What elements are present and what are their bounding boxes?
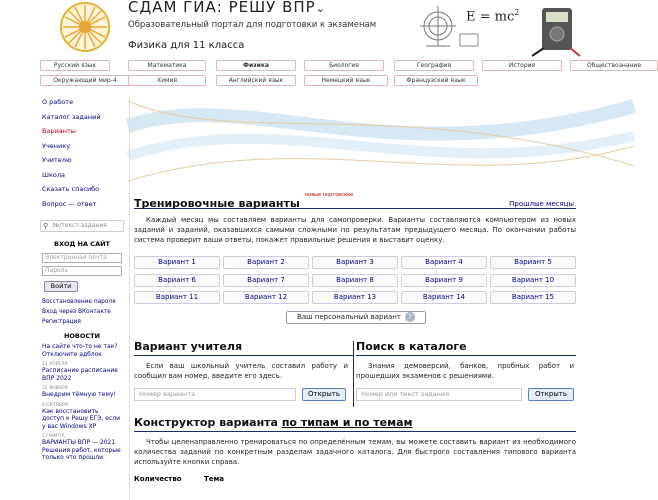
tab-subject[interactable]: География	[394, 60, 474, 71]
nav-item[interactable]: Варианты	[42, 127, 76, 135]
variant-button[interactable]: Вариант 3	[312, 256, 398, 269]
left-nav	[42, 95, 101, 211]
nav-item[interactable]: Каталог заданий	[42, 112, 101, 121]
catalog-search-input[interactable]	[356, 388, 522, 401]
login-heading: ВХОД НА САЙТ	[54, 240, 110, 248]
catalog-search-placeholder: Номер или текст задания	[361, 390, 450, 398]
catalog-heading: Поиск в каталоге	[356, 340, 467, 353]
tab-subject[interactable]: Французский язык	[394, 75, 478, 86]
builder-heading-text: Конструктор варианта	[134, 416, 278, 429]
tab-subject[interactable]: Русский язык	[40, 60, 110, 71]
tab-subject[interactable]: Биология	[304, 60, 384, 71]
background-waves	[128, 86, 634, 196]
news-item-link[interactable]: Внедрим тёмную тему!	[42, 391, 116, 398]
builder-heading	[134, 416, 576, 429]
news-item-link[interactable]: Как восстановить доступ к Решу ЕГЭ, если у вас Windows XP	[42, 407, 120, 430]
teacher-heading: Вариант учителя	[134, 340, 243, 353]
catalog-section	[356, 340, 576, 398]
catalog-text: Знания демоверсий, банков, пробных работ и прошедших экзаменов с решениями.	[356, 362, 574, 380]
variant-button[interactable]: Вариант 14	[401, 291, 487, 304]
nav-item[interactable]: Школа	[42, 170, 65, 179]
training-description: Каждый месяц мы составляем варианты для самопроверки. Варианты составляются компьютером из новых заданий и заданий, оказавшихся самыми сложными по результатам предыдущего месяца. По окончании работы система проверит ваши ответы, покажет правильные решения и выставит оценку.	[134, 216, 576, 244]
tab-subject[interactable]: Обществознание	[570, 60, 658, 71]
variant-button[interactable]: Вариант 4	[401, 256, 487, 269]
nav-item[interactable]: О работе	[42, 98, 74, 106]
chevron-down-icon[interactable]: ⌄	[315, 2, 326, 15]
variant-button[interactable]: Вариант 9	[401, 274, 487, 287]
builder-columns	[134, 475, 576, 487]
tab-subject[interactable]: Немецкий язык	[304, 75, 388, 86]
site-logo-icon[interactable]	[58, 0, 112, 54]
news-date: 17 МАРТА	[42, 434, 65, 439]
login-links	[42, 297, 116, 327]
teacher-section	[134, 340, 354, 398]
nav-item[interactable]: Ученику	[42, 141, 71, 150]
tab-subject[interactable]: Химия	[128, 75, 206, 86]
password-placeholder: Пароль	[45, 267, 69, 274]
variant-button[interactable]: Вариант 1	[134, 256, 220, 269]
training-header	[134, 192, 576, 208]
variant-button[interactable]: Вариант 6	[134, 274, 220, 287]
password-field[interactable]	[42, 266, 122, 276]
left-divider	[129, 95, 130, 500]
variant-button[interactable]: Вариант 15	[490, 291, 576, 304]
login-button[interactable]: Войти	[44, 281, 78, 292]
tab-subject[interactable]: Окружающий мир-4	[40, 75, 130, 86]
count-column-header: Количество	[134, 475, 182, 483]
builder-types-link[interactable]: по типам и по темам	[281, 416, 413, 429]
variant-button[interactable]: Вариант 8	[312, 274, 398, 287]
email-field[interactable]	[42, 253, 122, 263]
variant-button[interactable]: Вариант 12	[223, 291, 309, 304]
email-placeholder: Электронная почта	[45, 254, 107, 261]
tab-subject[interactable]: Математика	[128, 60, 206, 71]
site-header	[0, 0, 634, 58]
vk-login-link[interactable]: Вход через ВКонтакте	[42, 309, 111, 315]
variant-button[interactable]: Вариант 13	[312, 291, 398, 304]
news-date: 4 ОКТЯБРЯ	[42, 402, 68, 408]
main-content	[134, 192, 576, 483]
section-rule	[134, 355, 354, 356]
training-heading: Тренировочные варианты	[134, 197, 300, 210]
personal-variant-label: Ваш персональный вариант	[297, 313, 401, 321]
variant-number-input[interactable]	[134, 388, 296, 401]
site-title[interactable]: СДАМ ГИА: РЕШУ ВПР⌄	[128, 0, 326, 16]
search-placeholder: №/текст задания	[53, 222, 107, 229]
variant-button[interactable]: Вариант 5	[490, 256, 576, 269]
nav-item[interactable]: Сказать спасибо	[42, 185, 100, 193]
teacher-text: Если ваш школьный учитель составил работу и сообщил вам номер, введите его здесь.	[134, 362, 348, 380]
topic-column-header: Тема	[204, 475, 224, 483]
new-badge: новые нортовские	[304, 192, 354, 198]
news-item-link[interactable]: Расписание расписание ВПР 2022	[42, 367, 118, 382]
site-subtitle: Образовательный портал для подготовки к экзаменам	[128, 20, 377, 30]
tab-subject[interactable]: Английский язык	[216, 75, 296, 86]
search-icon: ⚲	[43, 222, 49, 230]
register-link[interactable]: Регистрация	[42, 319, 81, 325]
restore-password-link[interactable]: Восстановление пароля	[42, 299, 116, 305]
news-date: 31 ЯНВАРЯ	[42, 386, 68, 391]
subject-line: Физика для 11 класса	[128, 40, 245, 51]
past-months-link[interactable]: Прошлые месяцы	[509, 200, 574, 208]
news-date: 11 АПРЕЛЯ	[42, 362, 68, 367]
variant-button[interactable]: Вариант 11	[134, 291, 220, 304]
news-list	[42, 343, 122, 462]
section-rule	[134, 431, 576, 432]
personal-variant-button[interactable]	[286, 311, 426, 324]
news-item-link[interactable]: На сайте что-то не так? Отключите адблок	[42, 343, 118, 358]
tab-subject[interactable]: Физика	[216, 60, 296, 71]
nav-item[interactable]: Вопрос — ответ	[42, 199, 97, 208]
tab-subject[interactable]: История	[482, 60, 562, 71]
variant-button[interactable]: Вариант 2	[223, 256, 309, 269]
variant-button[interactable]: Вариант 10	[490, 274, 576, 287]
builder-text: Чтобы целенаправленно тренироваться по определённым темам, вы можете составить вариант из необходимого количества заданий по конкретным разделам задачного каталога. Для быстрого составления типового варианта используйте кнопки справа.	[134, 438, 576, 466]
catalog-open-button[interactable]: Открыть	[528, 388, 574, 401]
help-icon[interactable]: ?	[405, 312, 415, 322]
nav-item[interactable]: Учителю	[42, 156, 72, 164]
column-divider	[353, 341, 354, 407]
variant-number-placeholder: Номер варианта	[139, 390, 196, 398]
builder-section	[134, 416, 576, 487]
teacher-open-button[interactable]: Открыть	[302, 388, 346, 401]
variant-button[interactable]: Вариант 7	[223, 274, 309, 287]
news-item-link[interactable]: ВАРИАНТЫ ВПР — 2021 Решения работ, которые только что прошли.	[42, 439, 121, 461]
formula-label: $E = mc^2$	[466, 8, 520, 25]
news-heading: НОВОСТИ	[63, 332, 101, 340]
search-input[interactable]	[40, 220, 124, 232]
section-rule	[356, 355, 576, 356]
